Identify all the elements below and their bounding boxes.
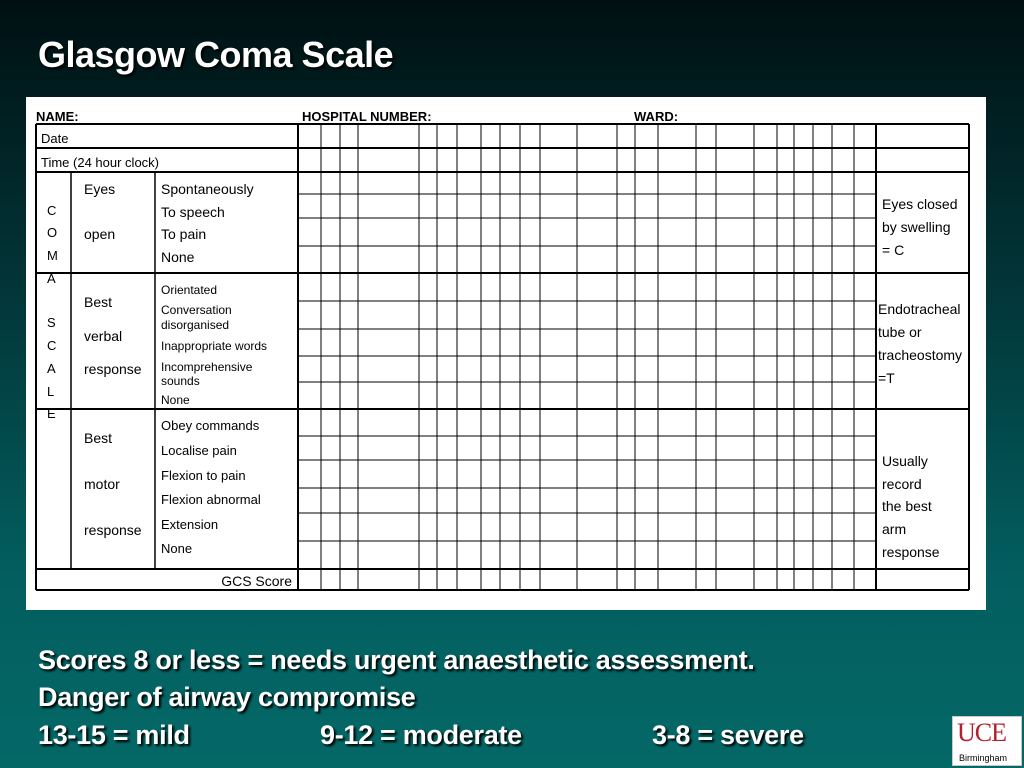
coma-scale-letter: M — [47, 248, 58, 263]
motor-response-label: Localise pain — [161, 443, 237, 458]
coma-scale-letter: C — [47, 338, 57, 353]
verbal-note: tracheostomy — [878, 347, 963, 363]
uce-birmingham-logo — [952, 716, 1022, 766]
severity-severe: 3-8 = severe — [652, 720, 804, 750]
severity-moderate: 9-12 = moderate — [320, 720, 522, 750]
verbal-response-label: Incomprehensive — [161, 360, 253, 374]
eyes-note: = C — [882, 242, 905, 258]
eyes-response-label: To speech — [161, 204, 225, 220]
eyes-response-label: Spontaneously — [161, 181, 254, 197]
eyes-response-label: None — [161, 249, 195, 265]
verbal-note: =T — [878, 370, 895, 386]
verbal-category: Best — [84, 294, 113, 310]
hospital-number-label: HOSPITAL NUMBER: — [302, 109, 432, 124]
coma-scale-letter: L — [47, 384, 55, 399]
motor-category: motor — [84, 476, 120, 492]
verbal-category: response — [84, 361, 142, 377]
verbal-response-label: sounds — [161, 374, 200, 388]
logo-mark: UCE — [957, 718, 1006, 747]
verbal-note: Endotracheal — [878, 301, 961, 317]
urgent-assessment-note: Scores 8 or less = needs urgent anaesthetic assessment. — [38, 645, 755, 675]
coma-scale-letter: C — [47, 203, 57, 218]
coma-scale-letter: A — [47, 271, 56, 286]
coma-scale-letter: A — [47, 361, 56, 376]
motor-note: record — [882, 476, 922, 492]
coma-scale-letter: E — [47, 406, 56, 421]
verbal-response-label: Conversation — [161, 303, 232, 317]
airway-danger-note: Danger of airway compromise — [38, 682, 416, 712]
verbal-category: verbal — [84, 328, 123, 344]
eyes-note: by swelling — [882, 219, 951, 235]
motor-note: the best — [882, 498, 932, 514]
verbal-response-label: Orientated — [161, 283, 218, 297]
motor-response-label: Flexion to pain — [161, 468, 246, 483]
slide-title: Glasgow Coma Scale — [38, 34, 394, 75]
gcs-chart-grid — [26, 97, 986, 610]
motor-category: response — [84, 522, 142, 538]
coma-scale-letter: O — [47, 225, 58, 240]
name-label: NAME: — [36, 109, 79, 124]
motor-response-label: Obey commands — [161, 418, 260, 433]
date-label: Date — [41, 131, 69, 146]
gcs-chart-form — [26, 97, 986, 610]
eyes-note: Eyes closed — [882, 196, 958, 212]
motor-note: response — [882, 544, 940, 560]
eyes-open-category: Eyes — [84, 181, 116, 197]
motor-category: Best — [84, 430, 113, 446]
verbal-response-label: disorganised — [161, 318, 230, 332]
severity-mild: 13-15 = mild — [38, 720, 190, 750]
time-label: Time (24 hour clock) — [41, 155, 159, 170]
eyes-open-category: open — [84, 226, 116, 242]
motor-response-label: Extension — [161, 517, 219, 532]
motor-response-label: Flexion abnormal — [161, 492, 261, 507]
motor-note: Usually — [882, 453, 928, 469]
coma-scale-letter: S — [47, 315, 56, 330]
motor-response-label: None — [161, 541, 193, 556]
gcs-score-label: GCS Score — [221, 573, 292, 589]
motor-note: arm — [882, 521, 907, 537]
logo-sub: Birmingham — [959, 753, 1008, 763]
verbal-response-label: Inappropriate words — [161, 339, 268, 353]
ward-label: WARD: — [634, 109, 679, 124]
eyes-response-label: To pain — [161, 226, 207, 242]
verbal-response-label: None — [161, 393, 190, 407]
verbal-note: tube or — [878, 324, 922, 340]
